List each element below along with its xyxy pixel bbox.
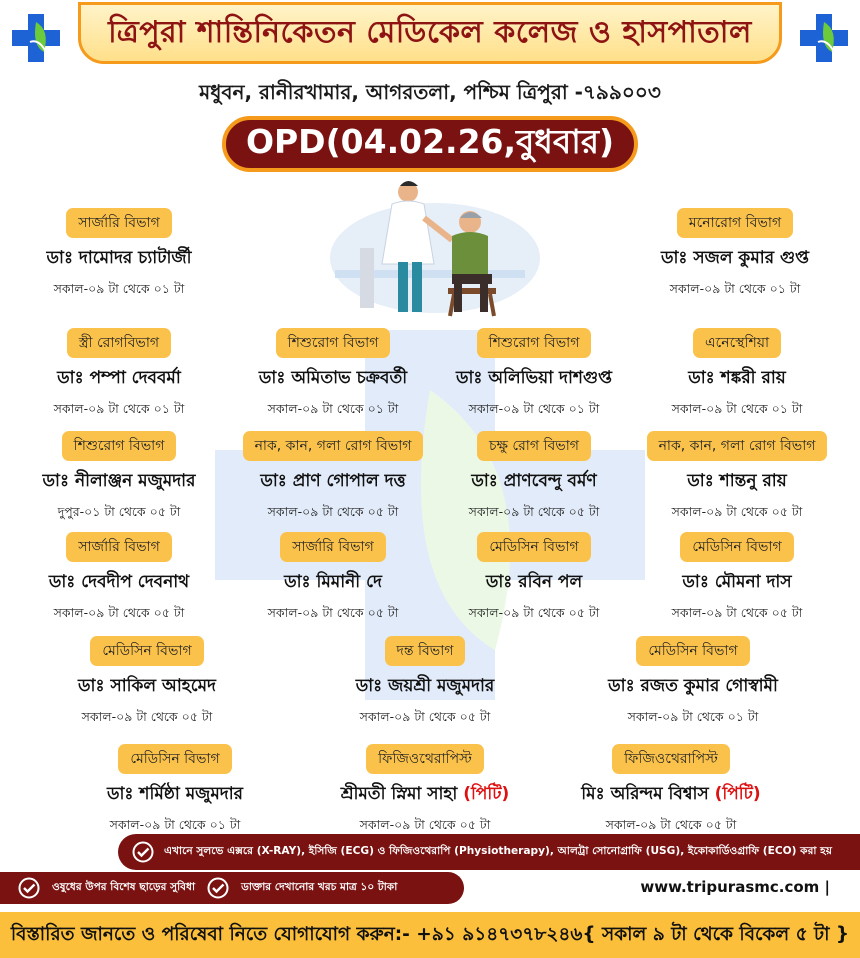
opd-timing: সকাল-০৯ টা থেকে ০১ টা [627, 709, 759, 724]
opd-timing: সকাল-০৯ টা থেকে ০৫ টা [53, 605, 185, 620]
doctor-name: ডাঃ অলিভিয়া দাশগুপ্ত [455, 368, 613, 388]
services-bar [118, 834, 860, 870]
doctor-patient-illustration [320, 178, 540, 318]
opd-timing: দুপুর-০১ টা থেকে ০৫ টা [57, 504, 181, 519]
doctor-card [429, 431, 639, 524]
title-banner [78, 2, 782, 64]
department-label: সার্জারি বিভাগ [66, 208, 172, 238]
department-label: মেডিসিন বিভাগ [636, 636, 749, 666]
department-label: নাক, কান, গলা রোগ বিভাগ [243, 431, 424, 461]
department-label: শিশুরোগ বিভাগ [477, 328, 592, 358]
doctor-name: ডাঃ নীলাঞ্জন মজুমদার [42, 471, 196, 491]
opd-timing: সকাল-০৯ টা থেকে ০৫ টা [81, 709, 213, 724]
department-label: সার্জারি বিভাগ [280, 532, 386, 562]
opd-timing: সকাল-০৯ টা থেকে ০১ টা [468, 401, 600, 416]
hospital-title: ত্রিপুরা শান্তিনিকেতন মেডিকেল কলেজ ও হাসপাতাল [108, 14, 752, 50]
pt-suffix: (পিটি) [463, 784, 510, 804]
opd-timing: সকাল-০৯ টা থেকে ০৫ টা [605, 817, 737, 832]
hospital-address: মধুবন, রানীরখামার, আগরতলা, পশ্চিম ত্রিপুরা -৭৯৯০০৩ [199, 80, 661, 104]
doctor-name: ডাঃ মৌমনা দাস [682, 572, 792, 592]
doctor-name: ডাঃ রবিন পল [485, 572, 583, 592]
doctor-card [429, 328, 639, 421]
contact-text: বিস্তারিত জানতে ও পরিষেবা নিতে যোগাযোগ করুন:- +৯১ ৯১৪৭৩৭৮২৪৬{ সকাল ৯ টা থেকে বিকেল ৫ টা } [10, 923, 850, 945]
doctor-name: ডাঃ শঙ্করী রায় [688, 368, 786, 388]
department-label: মেডিসিন বিভাগ [680, 532, 793, 562]
doctor-card [228, 532, 438, 625]
doctor-card [14, 328, 224, 421]
opd-timing: সকাল-০৯ টা থেকে ০৫ টা [359, 709, 491, 724]
department-label: ফিজিওথেরাপিস্ট [612, 744, 730, 774]
opd-timing: সকাল-০৯ টা থেকে ০৫ টা [468, 605, 600, 620]
opd-timing: সকাল-০৯ টা থেকে ০৫ টা [468, 504, 600, 519]
doctor-name-text: মিঃ অরিন্দম বিশ্বাস [581, 784, 709, 804]
medical-cross-logo-icon [10, 12, 62, 64]
opd-date-text: OPD(04.02.26,বুধবার) [245, 122, 615, 161]
department-label: দন্ত বিভাগ [385, 636, 466, 666]
doctor-card [566, 744, 776, 837]
opd-timing: সকাল-০৯ টা থেকে ০১ টা [53, 401, 185, 416]
doctor-name: ডাঃ সাকিল আহমেদ [78, 676, 216, 696]
doctor-name [566, 781, 776, 809]
opd-timing: সকাল-০৯ টা থেকে ০১ টা [669, 281, 801, 296]
doctor-name: ডাঃ দেবদীপ দেবনাথ [48, 572, 190, 592]
doctor-card [632, 431, 842, 524]
opd-timing: সকাল-০৯ টা থেকে ০৫ টা [267, 504, 399, 519]
doctor-name: ডাঃ রজত কুমার গোস্বামী [608, 676, 778, 696]
doctor-fee-text: ডাক্তার দেখানোর খরচ মাত্র ১০ টাকা [241, 880, 398, 893]
doctor-card [632, 532, 842, 625]
doctor-name: ডাঃ মিমানী দে [284, 572, 382, 592]
department-label: মেডিসিন বিভাগ [118, 744, 231, 774]
doctor-card [429, 532, 639, 625]
medical-cross-logo-icon [798, 12, 850, 64]
doctor-card [228, 328, 438, 421]
opd-timing: সকাল-০৯ টা থেকে ০১ টা [267, 401, 399, 416]
opd-timing: সকাল-০৯ টা থেকে ০৫ টা [671, 605, 803, 620]
doctor-name: ডাঃ পম্পা দেববর্মা [57, 368, 181, 388]
doctor-name: ডাঃ দামোদর চ্যাটার্জী [46, 248, 192, 268]
opd-timing: সকাল-০৯ টা থেকে ০১ টা [671, 401, 803, 416]
doctor-card [228, 431, 438, 524]
contact-footer [0, 912, 860, 958]
benefits-bar [0, 872, 464, 904]
doctor-name: ডাঃ সজল কুমার গুপ্ত [660, 248, 810, 268]
doctor-name: ডাঃ প্রাণবেন্দু বর্মণ [471, 471, 597, 491]
doctor-name-text: শ্রীমতী স্নিমা সাহা [340, 784, 458, 804]
department-label: এনেস্থেশিয়া [693, 328, 781, 358]
doctor-name: ডাঃ শান্তনু রায় [687, 471, 787, 491]
services-text: এখানে সুলভে এক্সরে (X-RAY), ইসিজি (ECG) ও ফিজিওথেরাপি (Physiotherapy), আলট্রা সোনোগ্রাফি (USG), ইকোকার্ডিওগ্রাফি (ECO) করা হয় [164, 844, 832, 857]
doctor-card [14, 532, 224, 625]
department-label: সার্জারি বিভাগ [66, 532, 172, 562]
pt-suffix: (পিটি) [714, 784, 761, 804]
medicine-discount-text: ওষুধের উপর বিশেষ ছাড়ের সুবিধা [52, 880, 196, 893]
check-circle-icon [132, 841, 154, 863]
opd-date-badge [222, 116, 638, 172]
website-link[interactable]: www.tripurasmc.com | [640, 878, 830, 896]
doctor-card [14, 431, 224, 524]
doctor-card [630, 208, 840, 301]
opd-timing: সকাল-০৯ টা থেকে ০৫ টা [267, 605, 399, 620]
department-label: চক্ষু রোগ বিভাগ [477, 431, 591, 461]
doctor-card [632, 328, 842, 421]
opd-timing: সকাল-০৯ টা থেকে ০১ টা [53, 281, 185, 296]
doctor-name: ডাঃ শর্মিষ্ঠা মজুমদার [106, 784, 243, 804]
department-label: শিশুরোগ বিভাগ [62, 431, 177, 461]
department-label: মেডিসিন বিভাগ [90, 636, 203, 666]
department-label: শিশুরোগ বিভাগ [276, 328, 391, 358]
department-label: নাক, কান, গলা রোগ বিভাগ [647, 431, 828, 461]
doctor-card [588, 636, 798, 729]
check-circle-icon [18, 877, 40, 899]
doctor-card [320, 636, 530, 729]
doctor-name [320, 781, 530, 809]
doctor-card [42, 636, 252, 729]
doctor-name: ডাঃ প্রাণ গোপাল দত্ত [260, 471, 406, 491]
check-circle-icon [207, 877, 229, 899]
opd-timing: সকাল-০৯ টা থেকে ০৫ টা [671, 504, 803, 519]
doctor-name: ডাঃ জয়শ্রী মজুমদার [355, 676, 495, 696]
opd-timing: সকাল-০৯ টা থেকে ০১ টা [109, 817, 241, 832]
department-label: স্ত্রী রোগবিভাগ [67, 328, 171, 358]
department-label: মেডিসিন বিভাগ [477, 532, 590, 562]
doctor-card [320, 744, 530, 837]
department-label: ফিজিওথেরাপিস্ট [366, 744, 484, 774]
doctor-card [14, 208, 224, 301]
doctor-name: ডাঃ অমিতাভ চক্রবর্তী [258, 368, 408, 388]
opd-timing: সকাল-০৯ টা থেকে ০৫ টা [359, 817, 491, 832]
doctor-card [70, 744, 280, 837]
department-label: মনোরোগ বিভাগ [677, 208, 793, 238]
